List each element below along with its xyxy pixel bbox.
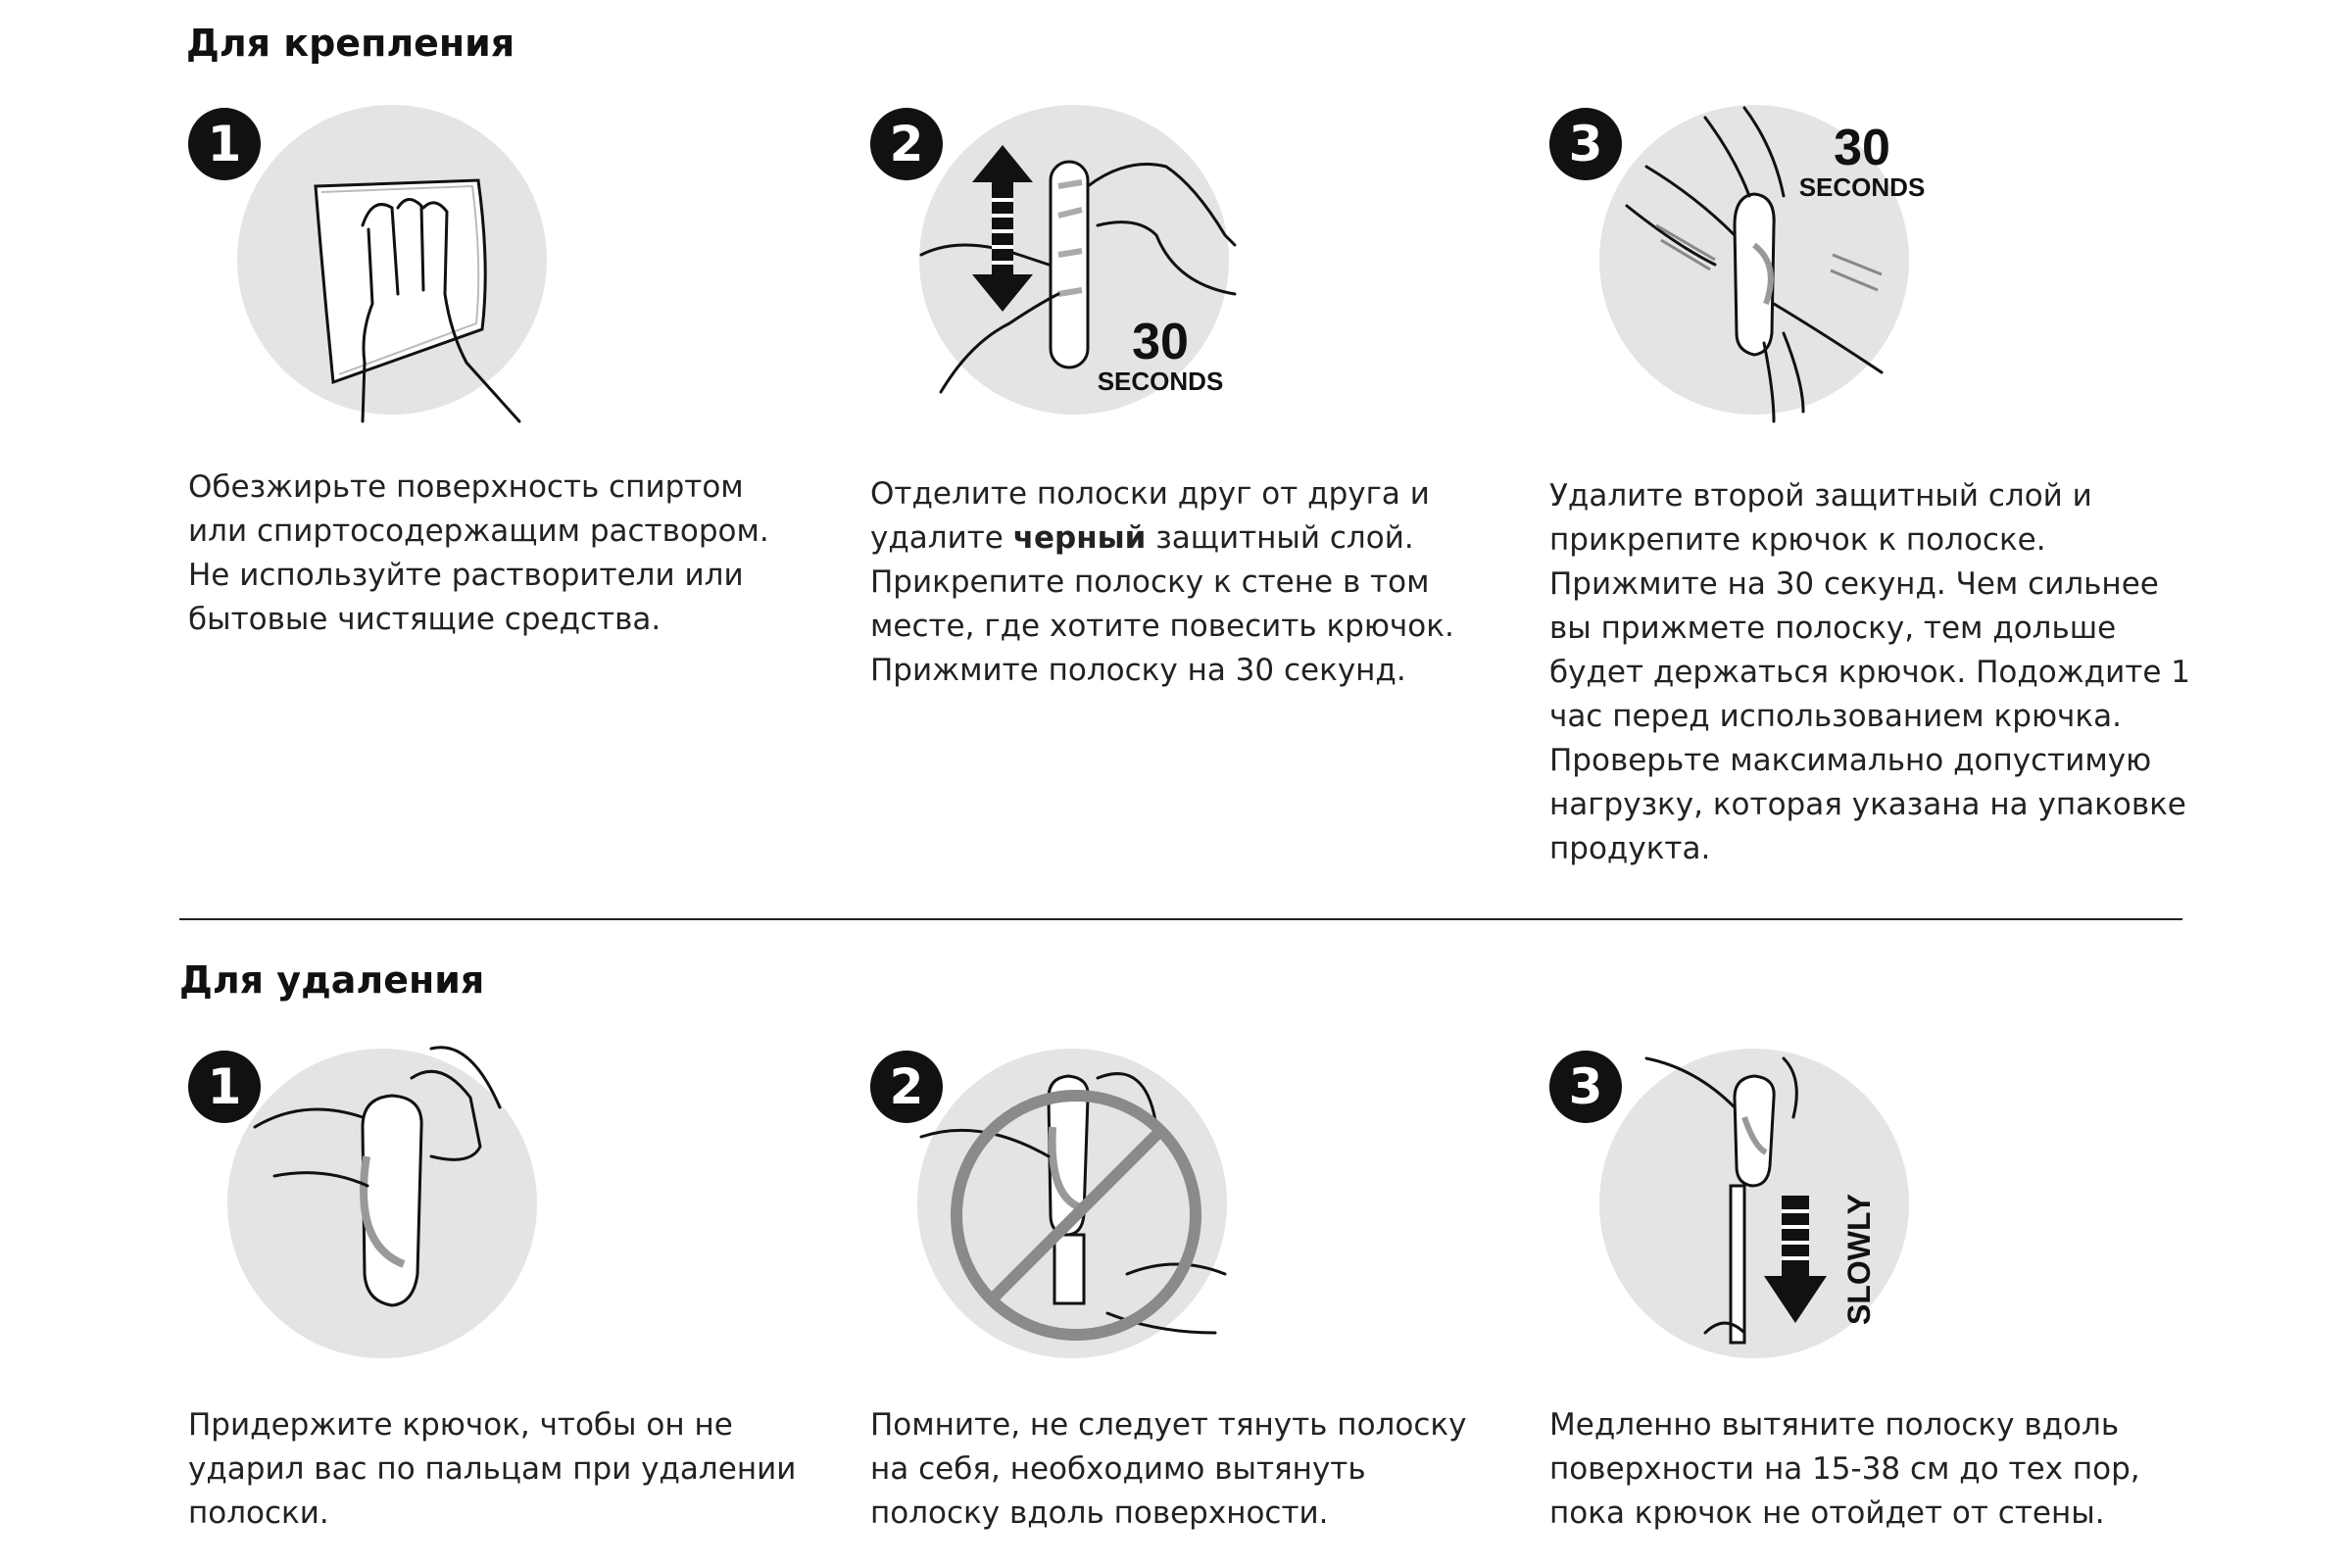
step-number-badge: 1 (188, 1051, 261, 1123)
description-line: будет держаться крючок. Подождите 1 (1549, 655, 2190, 690)
step-description (1549, 474, 2190, 871)
hold-hook-icon (235, 1039, 529, 1333)
svg-text:SECONDS: SECONDS (1097, 367, 1224, 396)
no-pull-icon (902, 1039, 1254, 1362)
wipe-surface-icon (225, 98, 578, 431)
description-line: Отделите полоски друг от друга и (870, 476, 1430, 512)
description-line: полоску вдоль поверхности. (870, 1495, 1329, 1531)
svg-text:30: 30 (1132, 314, 1189, 370)
attach-section-title: Для крепления (186, 22, 515, 65)
description-text: защитный слой. (1146, 520, 1414, 556)
step-number-badge: 3 (1549, 108, 1622, 180)
section-divider (179, 918, 2182, 920)
description-line: Не используйте растворители или (188, 558, 744, 593)
svg-text:SECONDS: SECONDS (1798, 172, 1926, 202)
step-number-badge: 2 (870, 108, 943, 180)
description-line: поверхности на 15-38 см до тех пор, (1549, 1451, 2140, 1487)
svg-text:30: 30 (1834, 120, 1890, 176)
step-number-badge: 2 (870, 1051, 943, 1123)
step-number-badge: 3 (1549, 1051, 1622, 1123)
double-arrow-icon (972, 145, 1033, 312)
step-description (188, 466, 769, 642)
description-line: час перед использованием крючка. (1549, 699, 2122, 734)
step-description (870, 1403, 1466, 1536)
timer-label (1082, 312, 1239, 400)
description-line: Медленно вытяните полоску вдоль (1549, 1407, 2120, 1443)
description-line: бытовые чистящие средства. (188, 602, 662, 637)
remove-section-title: Для удаления (179, 958, 485, 1002)
description-line: Прикрепите полоску к стене в том (870, 564, 1430, 600)
description-line: вы прижмете полоску, тем дольше (1549, 611, 2117, 646)
description-line: Помните, не следует тянуть полоску (870, 1407, 1467, 1443)
step-description (1549, 1403, 2140, 1536)
description-emphasis: черный (1012, 520, 1147, 556)
description-line: Прижмите на 30 секунд. Чем сильнее (1549, 566, 2159, 602)
description-text: удалите (870, 520, 1013, 556)
description-line: полоски. (188, 1495, 329, 1531)
step-description (870, 472, 1454, 693)
description-line: прикрепите крючок к полоске. (1549, 522, 2046, 558)
timer-label (1784, 118, 1940, 206)
description-line (870, 516, 1454, 561)
description-line: продукта. (1549, 831, 1711, 866)
slowly-label (1835, 1156, 1884, 1333)
description-line: на себя, необходимо вытянуть (870, 1451, 1366, 1487)
description-line: или спиртосодержащим раствором. (188, 514, 769, 549)
description-line: Прижмите полоску на 30 секунд. (870, 653, 1406, 688)
description-line: месте, где хотите повесить крючок. (870, 609, 1454, 644)
description-line: ударил вас по пальцам при удалении (188, 1451, 797, 1487)
description-line: пока крючок не отойдет от стены. (1549, 1495, 2105, 1531)
step-description (188, 1403, 796, 1536)
step-number-badge: 1 (188, 108, 261, 180)
down-arrow-icon (1764, 1196, 1827, 1323)
svg-text:SLOWLY: SLOWLY (1841, 1194, 1877, 1325)
description-line: Проверьте максимально допустимую (1549, 743, 2152, 778)
description-line: Придержите крючок, чтобы он не (188, 1407, 733, 1443)
description-line: Обезжирьте поверхность спиртом (188, 469, 744, 505)
description-line: нагрузку, которая указана на упаковке (1549, 787, 2186, 822)
description-line: Удалите второй защитный слой и (1549, 478, 2092, 514)
